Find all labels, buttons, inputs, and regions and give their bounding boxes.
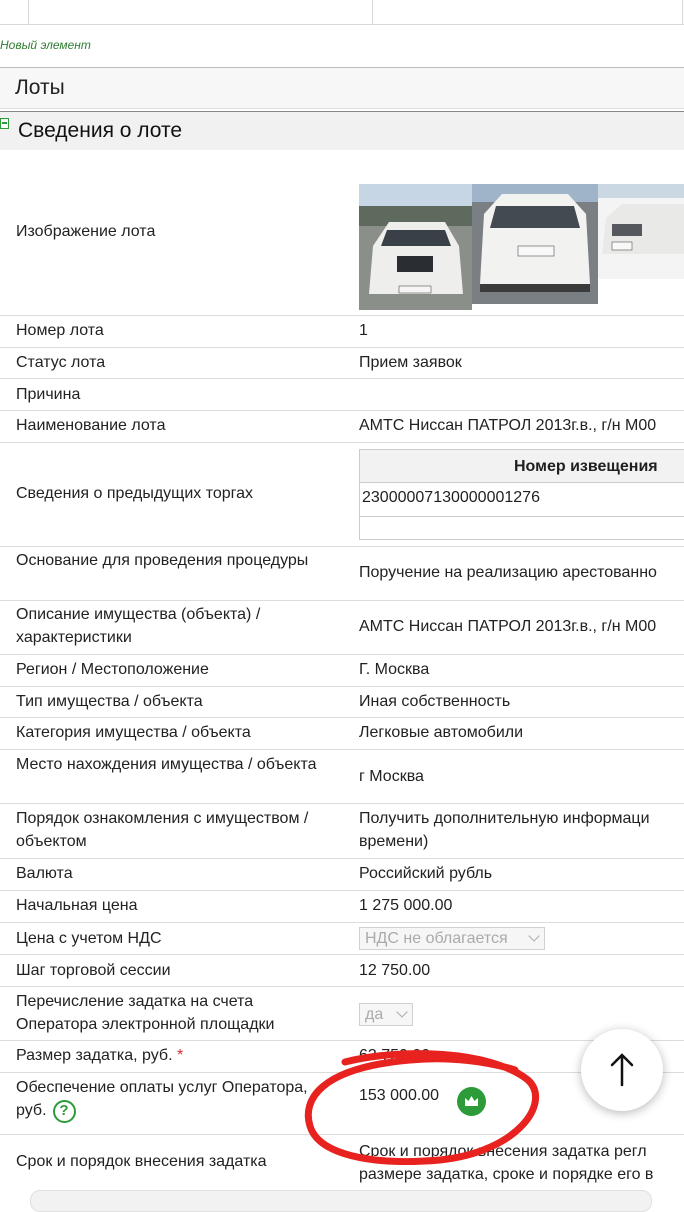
label-region: Регион / Местоположение: [16, 661, 209, 678]
label-reason: Причина: [16, 386, 81, 403]
label-bid-step: Шаг торговой сессии: [16, 962, 171, 979]
value-basis: Поручение на реализацию арестованно: [359, 564, 657, 581]
chevron-down-icon: [396, 1006, 407, 1017]
notice-number-value[interactable]: 23000007130000001276: [362, 489, 540, 506]
lot-photo-3[interactable]: [598, 184, 684, 279]
value-lot-number: 1: [359, 322, 368, 339]
value-location: г Москва: [359, 768, 424, 785]
scroll-top-button[interactable]: [581, 1029, 663, 1111]
vat-select[interactable]: [359, 927, 545, 950]
collapse-icon[interactable]: [0, 118, 9, 129]
row-currency: [0, 858, 684, 891]
label-deposit-transfer: Перечисление задатка на счета Оператора электронной площадки: [16, 993, 275, 1033]
label-previous-auctions: Сведения о предыдущих торгах: [16, 485, 254, 502]
value-inspection-order: Получить дополнительную информаци времени): [359, 810, 650, 850]
label-basis: Основание для проведения процедуры: [16, 552, 309, 569]
value-lot-name: АМТС Ниссан ПАТРОЛ 2013г.в., г/н М00: [359, 417, 657, 434]
row-description: [0, 600, 684, 655]
label-location: Место нахождения имущества / объекта: [16, 756, 317, 773]
label-description: Описание имущества (объекта) / характеристики: [16, 606, 261, 646]
row-lot-name: [0, 410, 684, 443]
row-lot-number: [0, 315, 684, 348]
label-deposit-size: Размер задатка, руб. *: [16, 1044, 336, 1067]
row-bid-step: [0, 954, 684, 987]
label-operator-fee: Обеспечение оплаты услуг Оператора, руб. ?: [16, 1076, 316, 1123]
value-region: Г. Москва: [359, 661, 430, 678]
row-start-price: [0, 890, 684, 923]
value-deposit-terms: Срок и порядок внесения задатка регл размере задатка, сроке и порядке его в: [359, 1143, 654, 1183]
row-reason: [0, 378, 684, 411]
value-operator-fee: 153 000.00: [359, 1087, 440, 1104]
notice-number-header: Номер извещения: [514, 458, 658, 475]
value-bid-step: 12 750.00: [359, 962, 431, 979]
label-inspection-order: Порядок ознакомления с имуществом /объектом: [16, 810, 309, 850]
label-deposit-terms: Срок и порядок внесения задатка: [16, 1153, 267, 1170]
value-description: АМТС Ниссан ПАТРОЛ 2013г.в., г/н М00: [359, 618, 657, 635]
vat-select-value: НДС не облагается: [365, 930, 508, 947]
bottom-bar: [30, 1190, 652, 1212]
lot-photo-1[interactable]: [359, 184, 472, 310]
value-lot-status: Прием заявок: [359, 354, 462, 371]
deposit-transfer-value: да: [365, 1006, 384, 1023]
label-lot-number: Номер лота: [16, 322, 104, 339]
row-inspection-order: [0, 803, 684, 859]
row-location: [0, 749, 684, 804]
crown-icon[interactable]: [457, 1087, 486, 1116]
lot-photo-2[interactable]: [472, 184, 598, 304]
value-property-type: Иная собственность: [359, 693, 511, 710]
lot-details-section-header[interactable]: [0, 111, 684, 150]
label-lot-status: Статус лота: [16, 354, 106, 371]
row-vat-price: [0, 922, 684, 955]
label-start-price: Начальная цена: [16, 897, 138, 914]
label-category: Категория имущества / объекта: [16, 724, 251, 741]
new-element-link[interactable]: Новый элемент: [0, 38, 91, 52]
arrow-up-icon: [581, 1029, 663, 1111]
value-start-price: 1 275 000.00: [359, 897, 453, 914]
required-mark: *: [176, 1047, 184, 1064]
row-category: [0, 717, 684, 750]
label-lot-name: Наименование лота: [16, 417, 166, 434]
section-title: Сведения о лоте: [18, 119, 183, 142]
previous-auctions-table: [359, 449, 684, 540]
label-property-type: Тип имущества / объекта: [16, 693, 203, 710]
lots-title: Лоты: [15, 76, 65, 99]
row-region: [0, 654, 684, 687]
row-property-type: [0, 686, 684, 718]
row-basis: [0, 546, 684, 601]
label-lot-image: Изображение лота: [16, 223, 156, 240]
row-lot-status: [0, 347, 684, 379]
value-category: Легковые автомобили: [359, 724, 524, 741]
deposit-transfer-select[interactable]: [359, 1003, 413, 1026]
label-vat-price: Цена с учетом НДС: [16, 930, 162, 947]
top-table-strip: [0, 0, 684, 25]
lots-header: [0, 67, 684, 109]
chevron-down-icon: [528, 930, 539, 941]
value-currency: Российский рубль: [359, 865, 493, 882]
label-currency: Валюта: [16, 865, 73, 882]
value-deposit-size: 63 750.00: [359, 1047, 431, 1064]
help-icon[interactable]: ?: [53, 1100, 76, 1123]
